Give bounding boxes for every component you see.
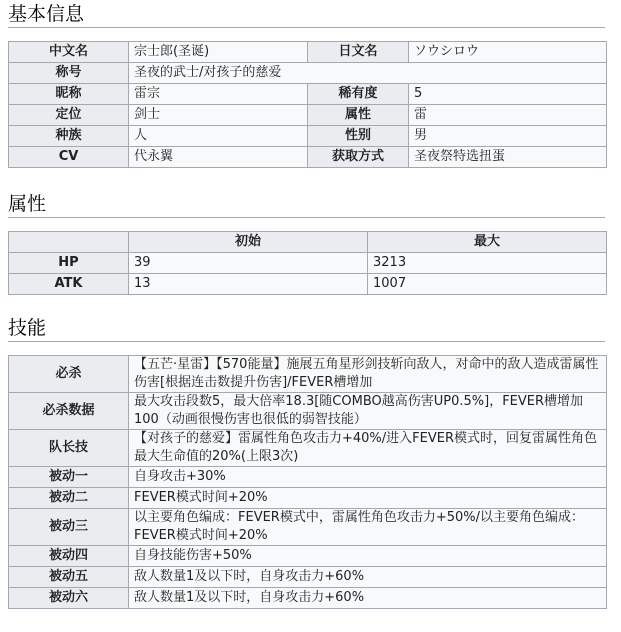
label-cv: CV (9, 147, 129, 168)
label-role: 定位 (9, 105, 129, 126)
stat-hp-initial: 39 (129, 253, 368, 274)
skill-text-ultimate-data: 最大攻击段数5，最大倍率18.3[随COMBO越高伤害UP0.5%]，FEVER槽增加100（动画很慢伤害也很低的弱智技能） (129, 393, 607, 430)
skill-label-ultimate: 必杀 (9, 356, 129, 393)
table-row (9, 588, 607, 609)
label-rarity: 稀有度 (308, 84, 409, 105)
label-japanese-name: 日文名 (308, 42, 409, 63)
table-row (9, 63, 607, 84)
header-initial: 初始 (129, 232, 368, 253)
skill-label-passive-2: 被动二 (9, 488, 129, 509)
attributes-table (8, 231, 607, 295)
header-max: 最大 (368, 232, 607, 253)
table-row (9, 430, 607, 467)
skill-label-ultimate-data: 必杀数据 (9, 393, 129, 430)
value-rarity: 5 (409, 84, 607, 105)
label-nickname: 昵称 (9, 84, 129, 105)
skill-text-passive-3: 以主要角色编成：FEVER模式中，雷属性角色攻击力+50%/以主要角色编成：FEVER模式时间+20% (129, 509, 607, 546)
stat-atk-label: ATK (9, 274, 129, 295)
section-heading-skills: 技能 (8, 315, 605, 342)
table-row (9, 126, 607, 147)
value-gender: 男 (409, 126, 607, 147)
stat-atk-max: 1007 (368, 274, 607, 295)
skill-text-passive-2: FEVER模式时间+20% (129, 488, 607, 509)
label-element: 属性 (308, 105, 409, 126)
table-row (9, 253, 607, 274)
value-cv: 代永翼 (129, 147, 308, 168)
value-title: 圣夜的武士/对孩子的慈爱 (129, 63, 607, 84)
skill-text-ultimate: 【五芒·星雷】【570能量】施展五角星形剑技斩向敌人，对命中的敌人造成雷属性伤害[根据连击数提升伤害]/FEVER槽增加 (129, 356, 607, 393)
basic-info-table (8, 41, 607, 168)
label-chinese-name: 中文名 (9, 42, 129, 63)
stat-hp-max: 3213 (368, 253, 607, 274)
value-element: 雷 (409, 105, 607, 126)
skill-text-leader: 【对孩子的慈爱】雷属性角色攻击力+40%/进入FEVER模式时，回复雷属性角色最大生命值的20%(上限3次) (129, 430, 607, 467)
table-row (9, 105, 607, 126)
skills-table (8, 355, 607, 609)
value-race: 人 (129, 126, 308, 147)
table-row (9, 546, 607, 567)
skill-text-passive-5: 敌人数量1及以下时，自身攻击力+60% (129, 567, 607, 588)
label-obtain-method: 获取方式 (308, 147, 409, 168)
skill-label-passive-3: 被动三 (9, 509, 129, 546)
table-row (9, 488, 607, 509)
skill-label-passive-4: 被动四 (9, 546, 129, 567)
table-row (9, 356, 607, 393)
table-row (9, 84, 607, 105)
header-blank (9, 232, 129, 253)
skill-text-passive-1: 自身攻击+30% (129, 467, 607, 488)
skill-label-passive-6: 被动六 (9, 588, 129, 609)
table-row (9, 147, 607, 168)
table-row (9, 393, 607, 430)
label-title: 称号 (9, 63, 129, 84)
value-japanese-name: ソウシロウ (409, 42, 607, 63)
table-row (9, 467, 607, 488)
skill-text-passive-6: 敌人数量1及以下时，自身攻击力+60% (129, 588, 607, 609)
table-header-row (9, 232, 607, 253)
stat-hp-label: HP (9, 253, 129, 274)
section-heading-basic-info: 基本信息 (8, 1, 605, 28)
skill-label-passive-1: 被动一 (9, 467, 129, 488)
value-obtain-method: 圣夜祭特选扭蛋 (409, 147, 607, 168)
label-race: 种族 (9, 126, 129, 147)
value-role: 剑士 (129, 105, 308, 126)
value-chinese-name: 宗士郎(圣诞) (129, 42, 308, 63)
value-nickname: 雷宗 (129, 84, 308, 105)
label-gender: 性别 (308, 126, 409, 147)
skill-label-passive-5: 被动五 (9, 567, 129, 588)
table-row (9, 42, 607, 63)
section-heading-attributes: 属性 (8, 191, 605, 218)
stat-atk-initial: 13 (129, 274, 368, 295)
skill-label-leader: 队长技 (9, 430, 129, 467)
table-row (9, 274, 607, 295)
table-row (9, 567, 607, 588)
table-row (9, 509, 607, 546)
skill-text-passive-4: 自身技能伤害+50% (129, 546, 607, 567)
